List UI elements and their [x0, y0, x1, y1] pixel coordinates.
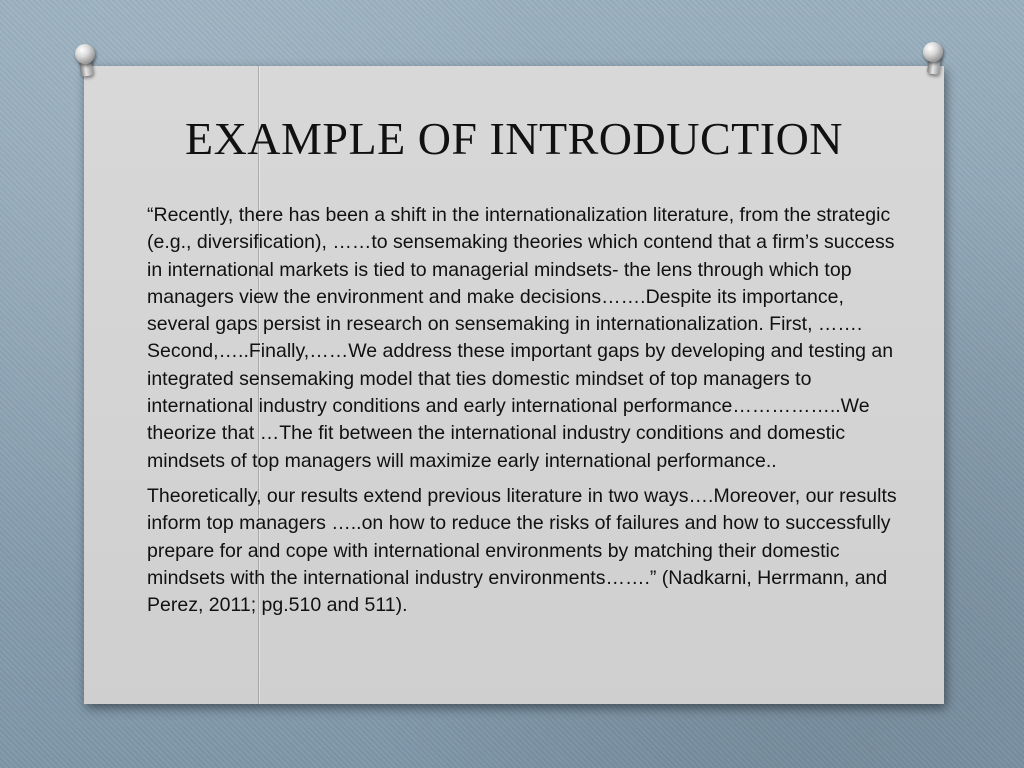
- pushpin-icon: [918, 42, 952, 76]
- slide-body: [147, 202, 907, 627]
- body-paragraph-conclusion: Theoretically, our results extend previous literature in two ways….Moreover, our results inform top managers …..on how to reduce the risks of failures and how to successfully prepare for and cope with international environments by matching their domestic mindsets with the international industry environments…….” (Nadkarni, Herrmann, and Perez, 2011; pg.510 and 511).: [147, 484, 897, 617]
- pushpin-icon: [70, 44, 104, 78]
- body-paragraph-quote: “Recently, there has been a shift in the internationalization literature, from the strategic (e.g., diversification), ……to sensemaking theories which contend that a firm’s success in international markets is tied to managerial mindsets- the lens through which top managers view the environment and make decisions…….Despite its importance, several gaps persist in research on sensemaking in internationalization. First, ……. Second,…..Finally,……We address these important gaps by developing and testing an integrated sensemaking model that ties domestic mindset of top managers to international industry conditions and early international performance……………..We theorize that …The fit between the international industry conditions and domestic mindsets of top managers will maximize early international performance..: [147, 204, 895, 472]
- slide-title: EXAMPLE OF INTRODUCTION: [184, 113, 844, 164]
